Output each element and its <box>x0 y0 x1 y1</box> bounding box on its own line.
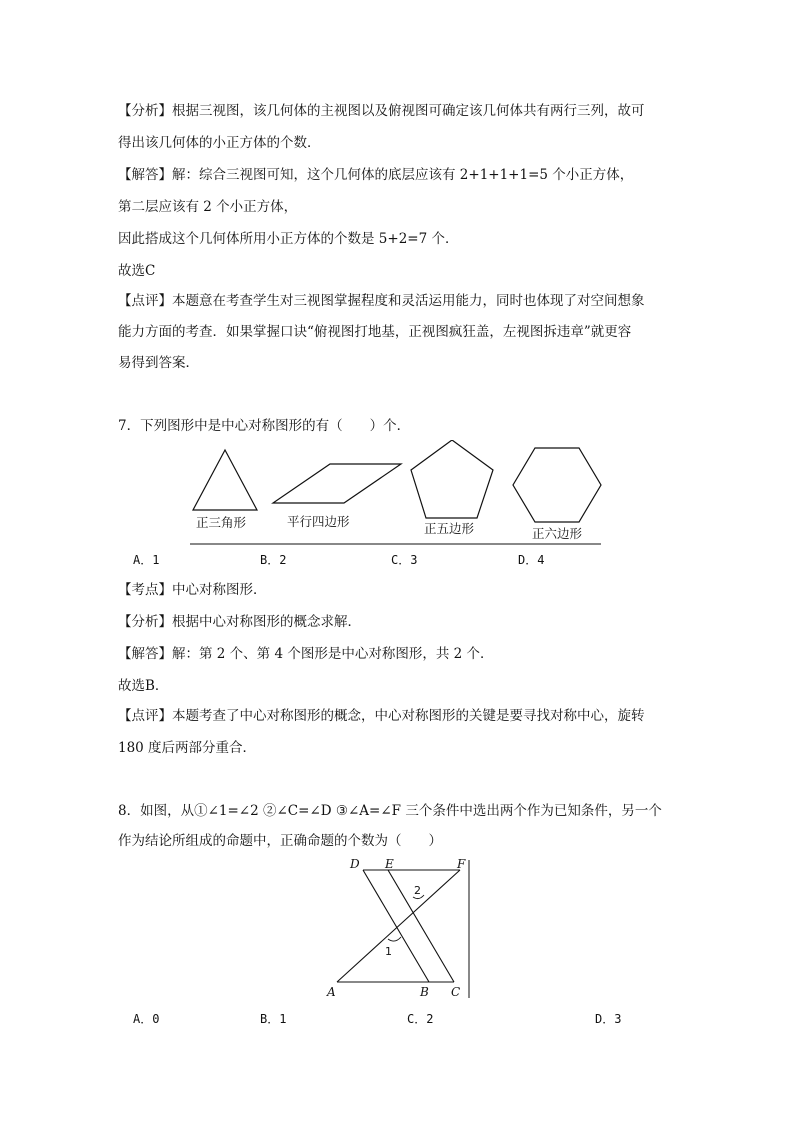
solution-line-1: 【解答】解：综合三视图可知，这个几何体的底层应该有 2+1+1+1=5 个小正方体， <box>118 167 634 183</box>
q7-kaodian: 【考点】中心对称图形． <box>118 582 267 598</box>
figure-label-parallelogram: 平行四边形 <box>287 514 350 529</box>
point-f-label: F <box>457 857 466 871</box>
q7-option-a: A．1 <box>133 553 160 567</box>
comment-line-1: 【点评】本题意在考查学生对三视图掌握程度和灵活运用能力，同时也体现了对空间想象 <box>118 293 645 309</box>
point-b-label: B <box>420 985 429 999</box>
point-e-label: E <box>385 857 394 871</box>
q7-analysis: 【分析】根据中心对称图形的概念求解． <box>118 614 361 630</box>
q7-stem: 7．下列图形中是中心对称图形的有（ ）个． <box>118 418 411 434</box>
comment-line-2: 能力方面的考查．如果掌握口诀“俯视图打地基，正视图疯狂盖，左视图拆违章”就更容 <box>118 324 632 340</box>
equilateral-triangle <box>193 450 257 510</box>
angle-1-label: 1 <box>385 945 392 958</box>
q7-comment-2: 180 度后两部分重合． <box>118 740 257 756</box>
q7-solution: 【解答】解：第 2 个、第 4 个图形是中心对称图形，共 2 个． <box>118 646 494 662</box>
point-d-label: D <box>350 857 360 871</box>
q8-option-d: D．3 <box>595 1012 622 1026</box>
analysis-line-1: 【分析】根据三视图，该几何体的主视图以及俯视图可确定该几何体共有两行三列，故可 <box>118 103 645 119</box>
q8-figure <box>0 852 794 1002</box>
point-a-label: A <box>327 985 336 999</box>
q7-answer: 故选B． <box>118 678 169 694</box>
solution-line-2: 第二层应该有 2 个小正方体， <box>118 199 298 215</box>
q8-option-b: B．1 <box>260 1012 287 1026</box>
q8-option-c: C．2 <box>407 1012 434 1026</box>
angle-2-label: 2 <box>414 884 421 897</box>
comment-line-3: 易得到答案． <box>118 355 199 371</box>
q8-stem-2: 作为结论所组成的命题中，正确命题的个数为（ ） <box>118 833 442 849</box>
q7-option-c: C．3 <box>391 553 418 567</box>
figure-label-hexagon: 正六边形 <box>532 526 583 541</box>
solution-line-3: 因此搭成这个几何体所用小正方体的个数是 5+2=7 个． <box>118 231 459 247</box>
analysis-line-2: 得出该几何体的小正方体的个数． <box>118 135 321 151</box>
figure-label-triangle: 正三角形 <box>196 515 247 530</box>
answer-line: 故选C <box>118 263 156 279</box>
regular-pentagon <box>411 440 493 518</box>
q8-option-a: A．0 <box>133 1012 160 1026</box>
angle-1-arc <box>388 937 401 941</box>
q7-comment-1: 【点评】本题考查了中心对称图形的概念，中心对称图形的关键是要寻找对称中心，旋转 <box>118 708 645 724</box>
point-c-label: C <box>451 985 461 999</box>
q7-option-b: B．2 <box>260 553 287 567</box>
regular-hexagon <box>513 448 601 522</box>
figure-label-pentagon: 正五边形 <box>424 521 475 536</box>
q8-stem-1: 8．如图，从①∠1=∠2 ②∠C=∠D ③∠A=∠F 三个条件中选出两个作为已知条件，另一个 <box>118 803 662 819</box>
q7-figure <box>0 440 794 560</box>
q7-option-d: D．4 <box>518 553 545 567</box>
parallelogram <box>273 464 401 503</box>
